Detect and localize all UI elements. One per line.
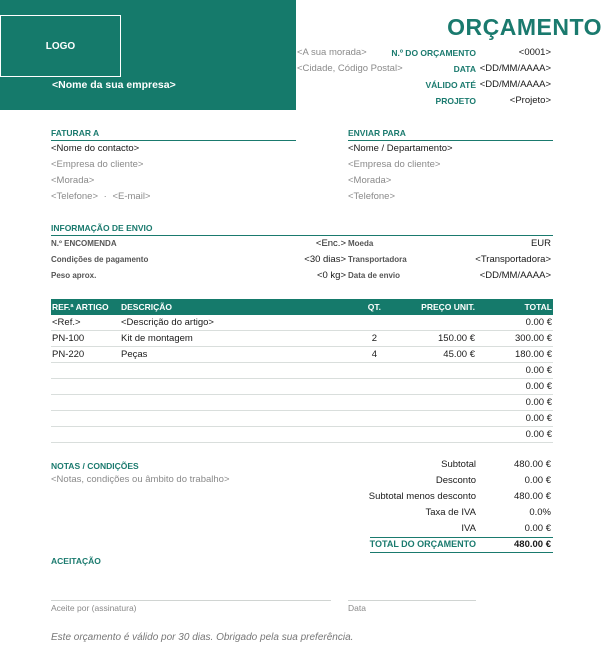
bill-to-rule: [51, 140, 296, 141]
bill-to-email: <E-mail>: [112, 191, 151, 202]
ship-date-label: Data de envio: [348, 271, 401, 280]
ship-to-title: ENVIAR PARA: [348, 128, 406, 138]
valid-until-label: VÁLIDO ATÉ: [425, 80, 476, 90]
project-value: <Projeto>: [509, 95, 551, 106]
document-title: ORÇAMENTO: [447, 14, 602, 40]
row-desc: <Descrição do artigo>: [121, 317, 214, 328]
col-qty-header: QT.: [367, 302, 381, 312]
grand-total-rule-bottom: [370, 552, 553, 553]
row-qty: 2: [371, 333, 377, 344]
acceptance-date-label: Data: [348, 603, 366, 613]
row-total: 0.00 €: [525, 317, 552, 328]
date-label: DATA: [453, 64, 476, 74]
date-line[interactable]: [348, 600, 476, 601]
company-address: <A sua morada>: [297, 47, 367, 58]
tax-label: IVA: [461, 523, 476, 534]
signature-label: Aceite por (assinatura): [51, 603, 137, 613]
payment-terms-value: <30 dias>: [304, 254, 346, 265]
acceptance-title: ACEITAÇÃO: [51, 556, 101, 566]
row-ref: PN-100: [52, 333, 85, 344]
subtotal-less-discount-value: 480.00 €: [514, 491, 551, 502]
row-ref: PN-220: [52, 349, 85, 360]
subtotal-value: 480.00 €: [514, 459, 551, 470]
currency-value: EUR: [530, 238, 551, 249]
table-row: [51, 379, 553, 395]
col-ref-header: REF.ª ARTIGO: [52, 302, 109, 312]
table-row: [51, 331, 553, 347]
ship-to-rule: [348, 140, 553, 141]
bill-to-address: <Morada>: [51, 175, 95, 186]
company-city-postal: <Cidade, Código Postal>: [297, 63, 403, 74]
weight-value: <0 kg>: [316, 270, 346, 281]
weight-label: Peso aprox.: [51, 271, 97, 280]
payment-terms-label: Condições de pagamento: [51, 255, 149, 264]
table-row: [51, 427, 553, 443]
carrier-label: Transportadora: [348, 255, 407, 264]
col-total-header: TOTAL: [524, 302, 552, 312]
shipping-info-rule: [51, 235, 553, 236]
row-total: 0.00 €: [525, 429, 552, 440]
subtotal-label: Subtotal: [441, 459, 476, 470]
table-row: [51, 315, 553, 331]
ship-to-company: <Empresa do cliente>: [348, 159, 441, 170]
col-desc-header: DESCRIÇÃO: [121, 302, 173, 312]
row-qty: 4: [371, 349, 377, 360]
company-name: <Nome da sua empresa>: [52, 79, 176, 91]
bill-to-phone-email: [51, 191, 150, 202]
grand-total-value: 480.00 €: [514, 539, 551, 550]
order-number-value: <Enc.>: [315, 238, 346, 249]
ship-to-contact: <Nome / Departamento>: [348, 143, 453, 154]
table-row: [51, 347, 553, 363]
discount-label: Desconto: [435, 475, 476, 486]
row-total: 0.00 €: [525, 413, 552, 424]
logo-placeholder[interactable]: LOGO: [0, 15, 121, 77]
order-number-label: N.º ENCOMENDA: [51, 239, 117, 248]
ship-date-value: <DD/MM/AAAA>: [479, 270, 551, 281]
bill-to-contact: <Nome do contacto>: [51, 143, 140, 154]
row-total: 180.00 €: [515, 349, 552, 360]
shipping-info-title: INFORMAÇÃO DE ENVIO: [51, 223, 153, 233]
bill-to-company: <Empresa do cliente>: [51, 159, 144, 170]
col-price-header: PREÇO UNIT.: [421, 302, 475, 312]
signature-line[interactable]: [51, 600, 331, 601]
notes-title: NOTAS / CONDIÇÕES: [51, 461, 139, 471]
ship-to-address: <Morada>: [348, 175, 392, 186]
row-total: 0.00 €: [525, 365, 552, 376]
row-desc: Peças: [121, 349, 148, 360]
items-table-header: [51, 299, 553, 315]
separator-dot: ·: [103, 191, 107, 202]
bill-to-phone: <Telefone>: [51, 191, 99, 202]
quote-number-value: <0001>: [518, 47, 551, 58]
tax-rate-label: Taxa de IVA: [425, 507, 476, 518]
row-price: 150.00 €: [438, 333, 475, 344]
valid-until-value: <DD/MM/AAAA>: [479, 79, 551, 90]
table-row: [51, 363, 553, 379]
bill-to-title: FATURAR A: [51, 128, 100, 138]
date-value: <DD/MM/AAAA>: [479, 63, 551, 74]
subtotal-less-discount-label: Subtotal menos desconto: [368, 491, 476, 502]
grand-total-rule-top: [370, 537, 553, 538]
tax-value: 0.00 €: [524, 523, 551, 534]
notes-text: <Notas, condições ou âmbito do trabalho>: [51, 474, 230, 485]
ship-to-phone: <Telefone>: [348, 191, 396, 202]
discount-value: 0.00 €: [524, 475, 551, 486]
row-total: 0.00 €: [525, 397, 552, 408]
row-price: 45.00 €: [443, 349, 475, 360]
grand-total-label: TOTAL DO ORÇAMENTO: [369, 539, 476, 549]
carrier-value: <Transportadora>: [475, 254, 551, 265]
currency-label: Moeda: [348, 239, 374, 248]
footer-note: Este orçamento é válido por 30 dias. Obrigado pela sua preferência.: [51, 632, 354, 643]
row-total: 0.00 €: [525, 381, 552, 392]
project-label: PROJETO: [435, 96, 476, 106]
quote-number-label: N.º DO ORÇAMENTO: [391, 48, 476, 58]
tax-rate-value: 0.0%: [529, 507, 551, 518]
table-row: [51, 395, 553, 411]
row-total: 300.00 €: [515, 333, 552, 344]
row-desc: Kit de montagem: [121, 333, 193, 344]
table-row: [51, 411, 553, 427]
row-ref: <Ref.>: [52, 317, 81, 328]
